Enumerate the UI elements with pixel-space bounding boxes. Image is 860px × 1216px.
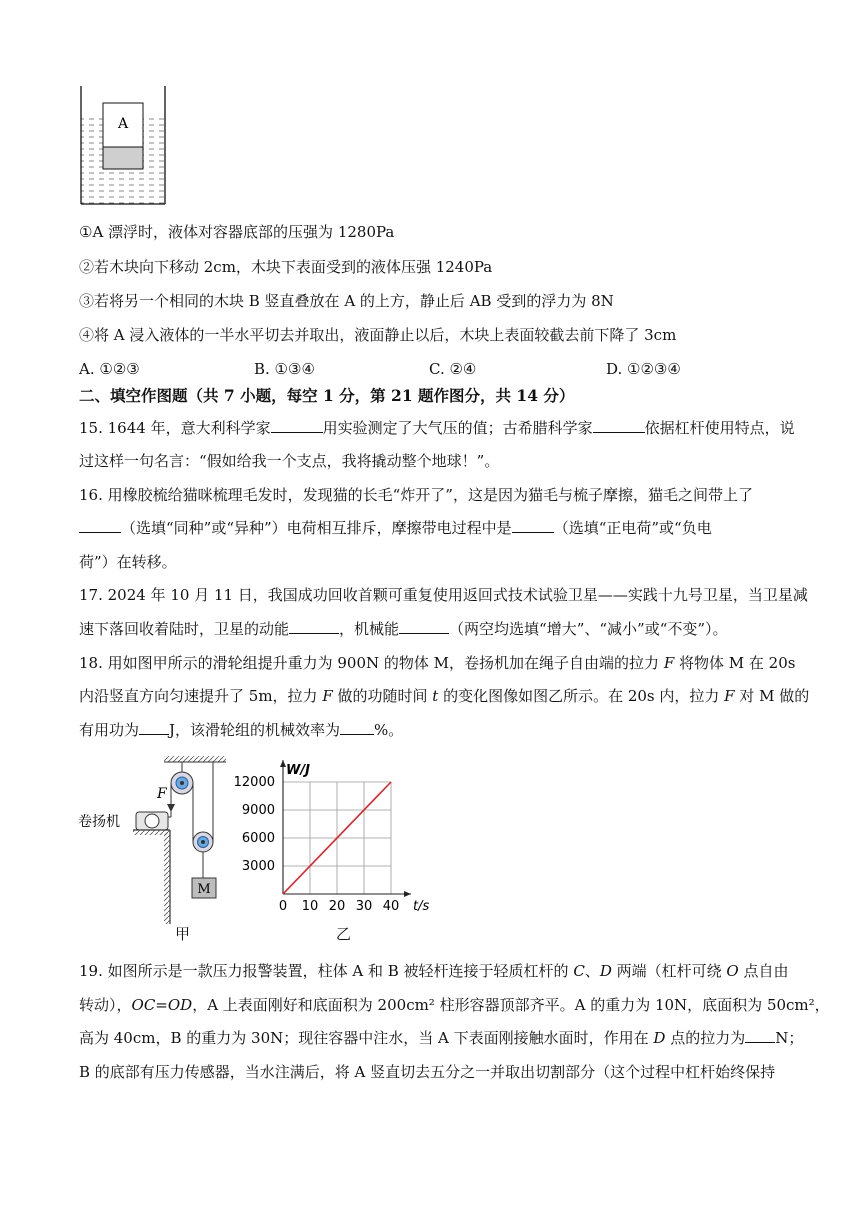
caption-jia: 甲 xyxy=(175,925,191,943)
x-tick-label: 0 xyxy=(278,899,288,914)
q15-line1: 15. 1644 年，意大利科学家 用实验测定了大气压的值；古希腊科学家 依据杠杆使用特点，说 xyxy=(79,419,795,437)
q17-line2: 速下落回收着陆时，卫星的动能 ，机械能 （两空均选填“增大”、“减小”或“不变”）。 xyxy=(79,620,728,638)
q18-blank-2[interactable] xyxy=(340,720,374,735)
q18-line1: 18. 用如图甲所示的滑轮组提升重力为 900N 的物体 M，卷扬机加在绳子自由端的拉力 F 将物体 M 在 20s xyxy=(79,654,796,672)
q19-line2: 转动），OC=OD，A 上表面刚好和底面积为 200cm² 柱形容器顶部齐平。A 的重力为 10N，底面积为 50cm²， xyxy=(79,996,830,1014)
x-tick-label: 40 xyxy=(382,899,400,914)
x-tick-label: 10 xyxy=(301,899,319,914)
caption-yi: 乙 xyxy=(336,925,352,943)
q15-line2: 过这样一句名言：“假如给我一个支点，我将撬动整个地球！”。 xyxy=(79,452,500,470)
q19-line1: 19. 如图所示是一款压力报警装置，柱体 A 和 B 被轻杆连接于轻质杠杆的 C、D 两端（杠杆可绕 O 点自由 xyxy=(79,962,789,980)
statement-3: ③若将另一个相同的木块 B 竖直叠放在 A 的上方，静止后 AB 受到的浮力为 8N xyxy=(79,292,614,310)
q16-line1: 16. 用橡胶梳给猫咪梳理毛发时，发现猫的长毛“炸开了”，这是因为猫毛与梳子摩擦，猫毛之间带上了 xyxy=(79,486,753,504)
q17-blank-2[interactable] xyxy=(399,619,449,634)
q16-blank-2[interactable] xyxy=(512,518,554,533)
block-a-label: A xyxy=(117,116,129,132)
container-figure xyxy=(78,86,170,208)
q19-blank-1[interactable] xyxy=(745,1028,775,1043)
pulley-figure xyxy=(78,752,238,944)
x-tick-label: 20 xyxy=(328,899,346,914)
q17-line1: 17. 2024 年 10 月 11 日，我国成功回收首颗可重复使用返回式技术试验卫星——实践十九号卫星，当卫星减 xyxy=(79,586,808,604)
y-tick-label: 3000 xyxy=(241,859,275,874)
q18-line3: 有用功为 J，该滑轮组的机械效率为 %。 xyxy=(79,721,404,739)
q17-blank-1[interactable] xyxy=(289,619,339,634)
y-axis-label: W/J xyxy=(286,763,310,778)
x-tick-label: 30 xyxy=(355,899,373,914)
option-b[interactable]: B. ①③④ xyxy=(254,360,315,378)
y-tick-label: 6000 xyxy=(241,831,275,846)
q16-blank-1[interactable] xyxy=(79,518,121,533)
q15-blank-1[interactable] xyxy=(271,418,323,433)
q19-line3: 高为 40cm，B 的重力为 30N；现往容器中注水，当 A 下表面刚接触水面时，作用在 D 点的拉力为 N； xyxy=(79,1029,804,1047)
winch-label: 卷扬机 xyxy=(78,814,120,830)
q16-line3: 荷”）在转移。 xyxy=(79,553,177,571)
q18-blank-1[interactable] xyxy=(139,720,169,735)
y-tick-label: 9000 xyxy=(241,803,275,818)
q16-line2: （选填“同种”或“异种”）电荷相互排斥，摩擦带电过程中是 （选填“正电荷”或“负电 xyxy=(79,518,712,538)
option-c[interactable]: C. ②④ xyxy=(429,360,477,378)
x-axis-label: t/s xyxy=(413,899,430,914)
force-label: F xyxy=(157,786,167,802)
statement-2: ②若木块向下移动 2cm，木块下表面受到的液体压强 1240Pa xyxy=(79,258,493,276)
option-d[interactable]: D. ①②③④ xyxy=(606,360,681,378)
y-tick-label: 12000 xyxy=(233,775,275,790)
option-a[interactable]: A. ①②③ xyxy=(79,360,140,378)
q15-blank-2[interactable] xyxy=(593,418,645,433)
section-heading: 二、填空作图题（共 7 小题，每空 1 分，第 21 题作图分，共 14 分） xyxy=(79,386,575,405)
mass-m-label: M xyxy=(197,882,211,897)
statement-1: ①A 漂浮时，液体对容器底部的压强为 1280Pa xyxy=(79,223,395,241)
statement-4: ④将 A 浸入液体的一半水平切去并取出，液面静止以后，木块上表面较截去前下降了 3cm xyxy=(79,326,677,344)
q18-line2: 内沿竖直方向匀速提升了 5m，拉力 F 做的功随时间 t 的变化图像如图乙所示。在 20s 内，拉力 F 对 M 做的 xyxy=(79,687,810,705)
work-time-chart xyxy=(232,752,432,917)
x-axis-arrow xyxy=(404,891,411,897)
q19-line4: B 的底部有压力传感器，当水注满后，将 A 竖直切去五分之一并取出切割部分（这个过程中杠杆始终保持 xyxy=(79,1063,776,1081)
